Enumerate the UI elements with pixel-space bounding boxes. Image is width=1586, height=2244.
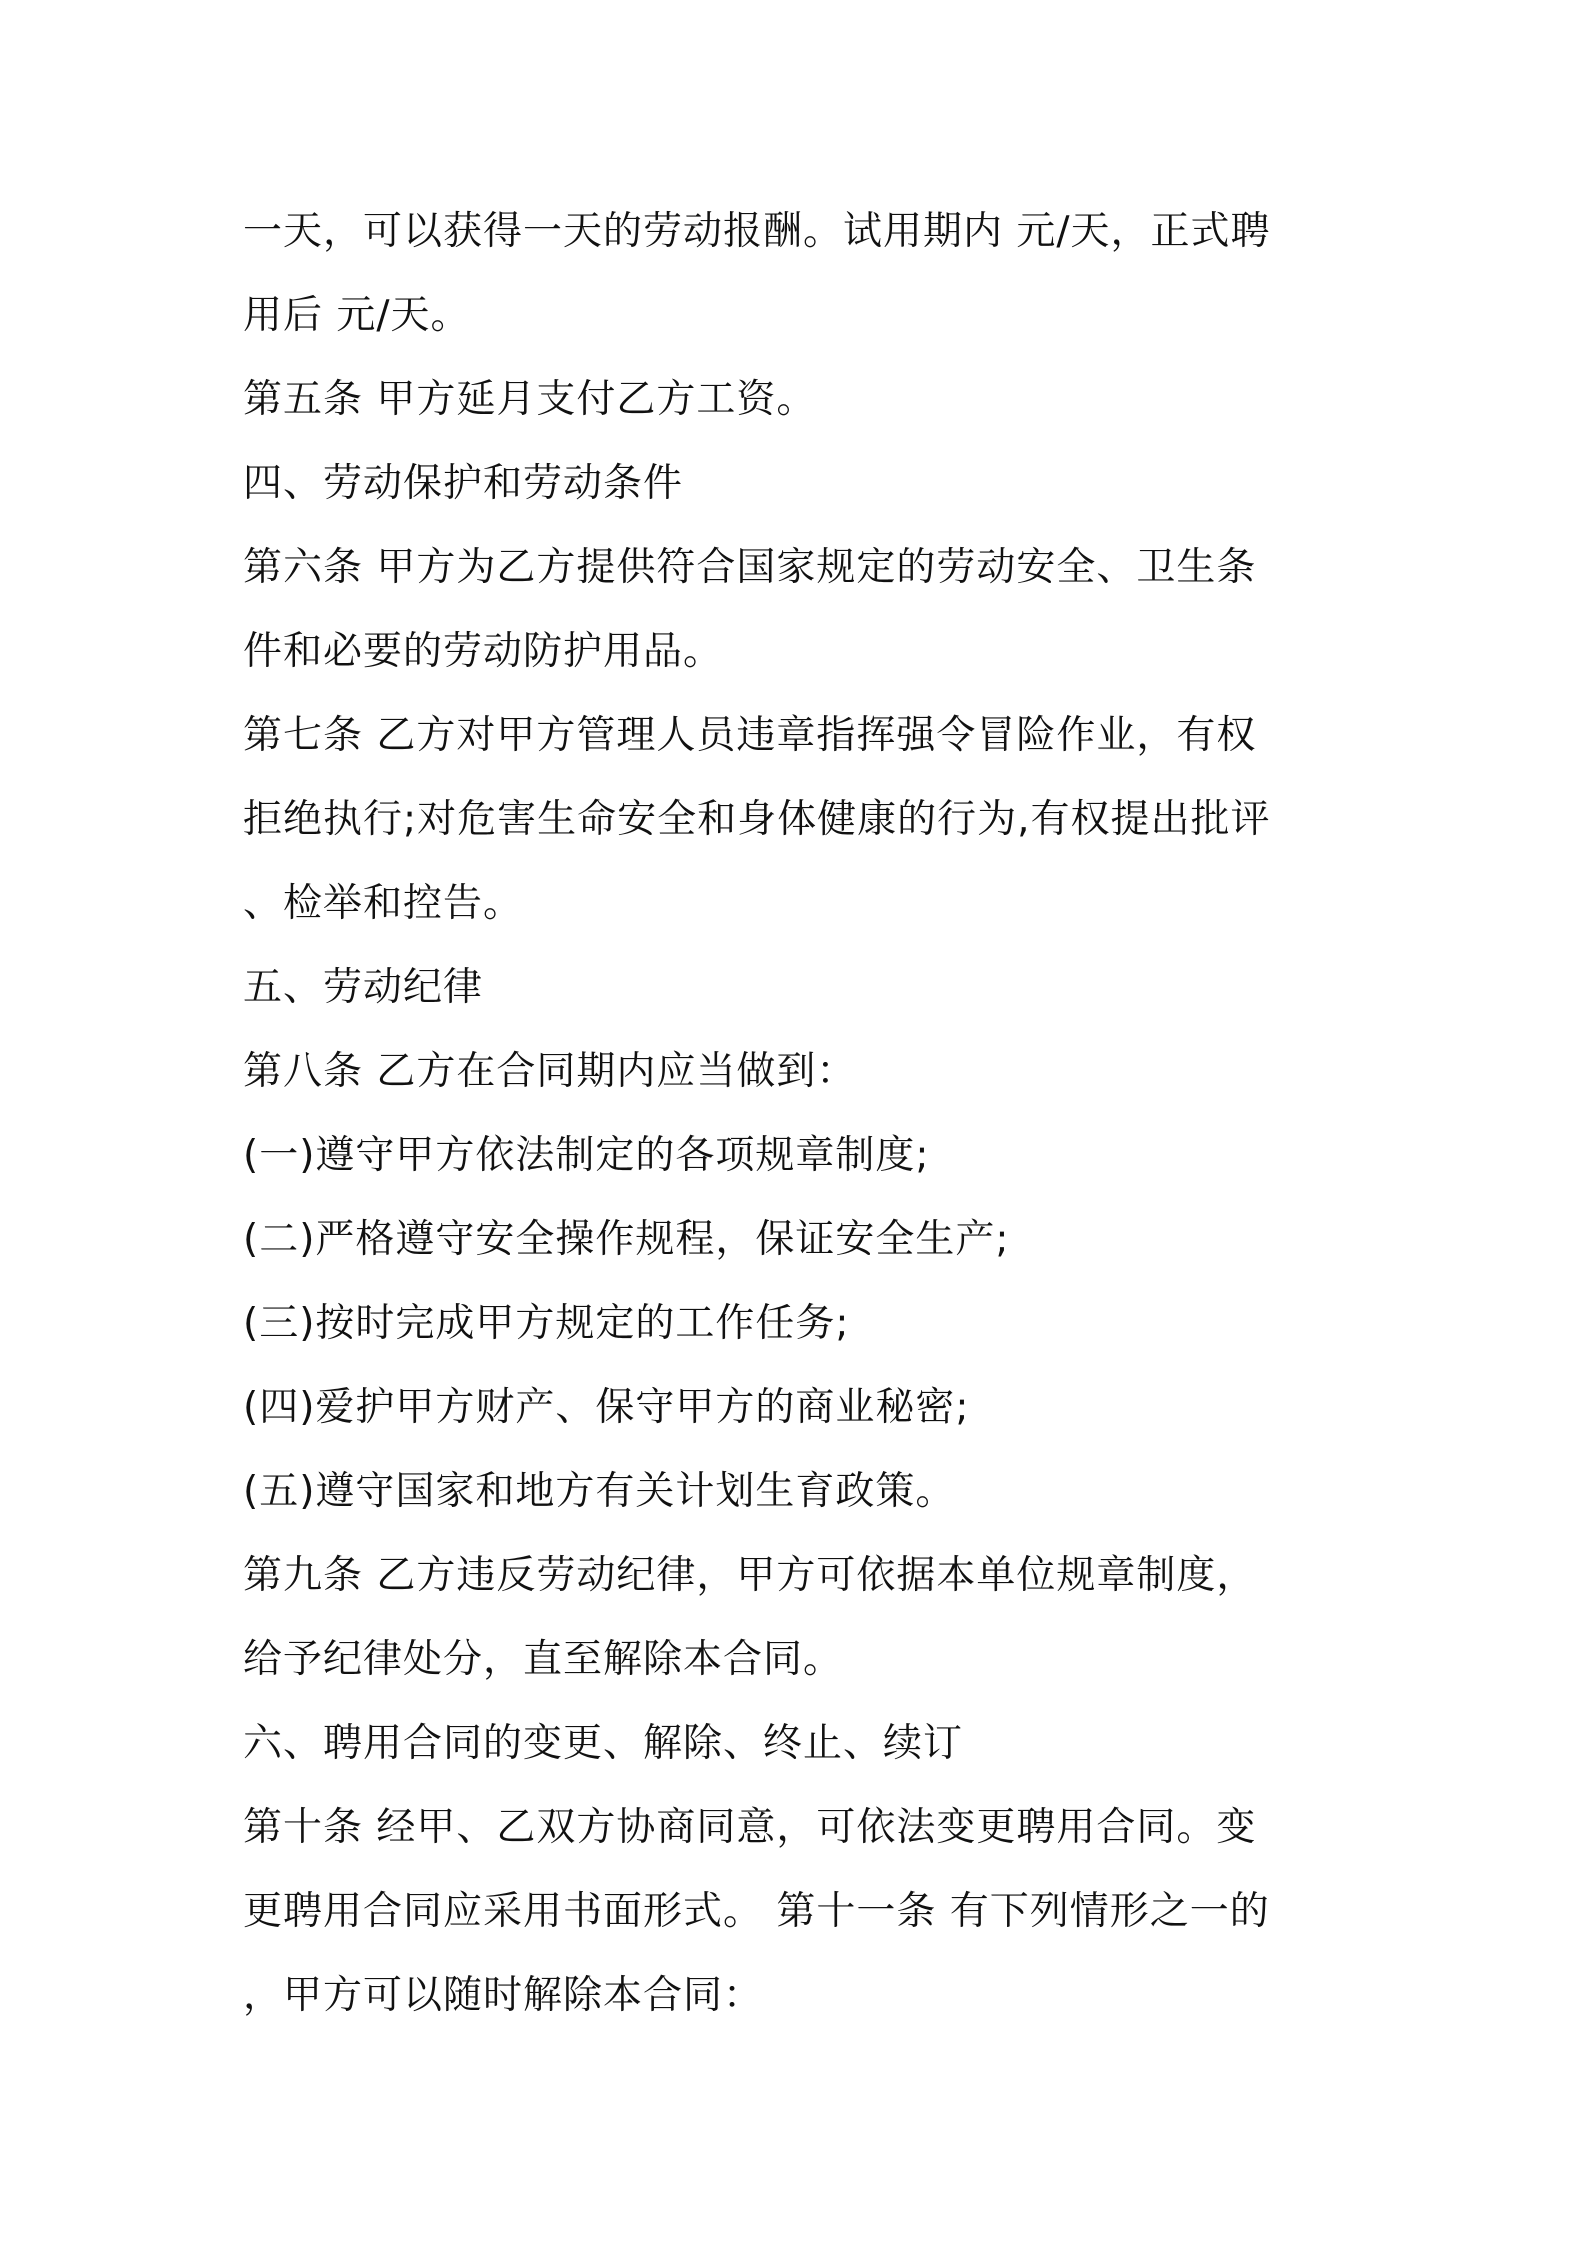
text-line: 第八条 乙方在合同期内应当做到： bbox=[243, 1049, 857, 1094]
text-line: 第五条 甲方延月支付乙方工资。 bbox=[243, 377, 817, 422]
section-heading: 五、劳动纪律 bbox=[243, 965, 484, 1010]
text-line: 第九条 乙方违反劳动纪律，甲方可依据本单位规章制度， bbox=[243, 1553, 1257, 1598]
text-line: 件和必要的劳动防护用品。 bbox=[243, 629, 724, 674]
list-item: (二)严格遵守安全操作规程，保证安全生产; bbox=[243, 1217, 1010, 1262]
text-line: 第十条 经甲、乙双方协商同意，可依法变更聘用合同。变 bbox=[243, 1805, 1257, 1850]
document-body bbox=[243, 190, 1363, 2038]
list-item: (四)爱护甲方财产、保守甲方的商业秘密; bbox=[243, 1385, 970, 1430]
text-line: 用后 元/天。 bbox=[243, 293, 471, 338]
section-heading: 六、聘用合同的变更、解除、终止、续订 bbox=[243, 1721, 964, 1766]
text-line: 、检举和控告。 bbox=[243, 881, 524, 926]
text-line: 拒绝执行;对危害生命安全和身体健康的行为,有权提出批评 bbox=[243, 797, 1271, 842]
list-item: (三)按时完成甲方规定的工作任务; bbox=[243, 1301, 850, 1346]
text-line: 一天，可以获得一天的劳动报酬。试用期内 元/天，正式聘 bbox=[243, 209, 1271, 254]
section-heading: 四、劳动保护和劳动条件 bbox=[243, 461, 684, 506]
text-line: 第七条 乙方对甲方管理人员违章指挥强令冒险作业，有权 bbox=[243, 713, 1257, 758]
text-line: 第六条 甲方为乙方提供符合国家规定的劳动安全、卫生条 bbox=[243, 545, 1257, 590]
text-line: 更聘用合同应采用书面形式。 第十一条 有下列情形之一的 bbox=[243, 1889, 1270, 1934]
list-item: (一)遵守甲方依法制定的各项规章制度; bbox=[243, 1133, 930, 1178]
text-line: 给予纪律处分，直至解除本合同。 bbox=[243, 1637, 844, 1682]
list-item: (五)遵守国家和地方有关计划生育政策。 bbox=[243, 1469, 956, 1514]
text-line: ，甲方可以随时解除本合同： bbox=[243, 1973, 764, 2018]
